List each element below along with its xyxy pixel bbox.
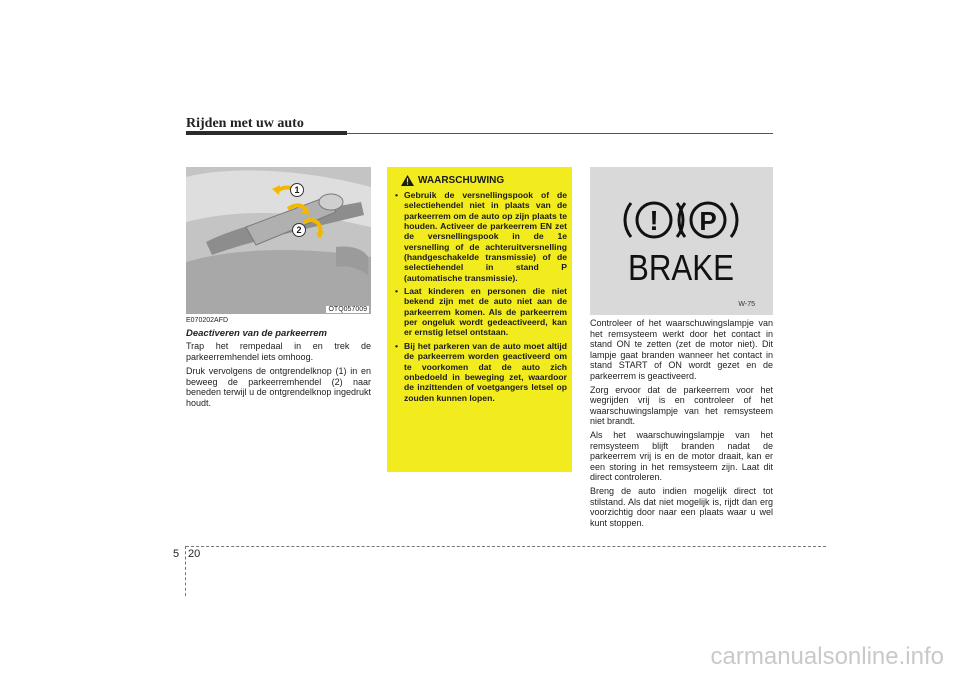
brake-warning-light-figure xyxy=(590,167,773,315)
warning-list xyxy=(393,190,567,403)
warning-item: • Bij het parkeren van de auto moet altijd de parkeerrem worden geactiveerd om te voorkomen dat de auto zich onbedoeld in beweging zet, waardoor de inzittenden of voetgangers letsel op zouden kunnen lopen. xyxy=(393,341,567,403)
warning-box xyxy=(387,167,572,472)
left-paragraph: Trap het rempedaal in en trek de parkeerremhendel iets omhoog. xyxy=(186,341,371,362)
brake-warning-icon xyxy=(590,167,773,315)
right-body-text xyxy=(590,318,773,531)
callout-2-label: 2 xyxy=(296,225,302,235)
photo-figure-label: OTQ057009 xyxy=(328,306,367,313)
warning-item: • Gebruik de versnellingspook of de selectiehendel niet in plaats van de parkeerrem om de auto op zijn plaats te houden. Activeer de parkeerrem EN zet de versnellingspook in de 1e versnelling of de achteruitversnelling (handgeschakelde transmissie) of de selectiehendel in stand P (automatische transmissie). xyxy=(393,190,567,283)
figure-label: W-75 xyxy=(738,301,755,308)
right-paragraph: Breng de auto indien mogelijk direct tot stilstand. Als dat niet mogelijk is, rijdt dan erg voorzichtig door naar een plaats waar u wel kunt stoppen. xyxy=(590,485,773,528)
parking-p-icon: P xyxy=(699,206,717,236)
warning-item: • Laat kinderen en personen die niet bekend zijn met de auto niet aan de parkeerrem komen. Als de parkeerrem per ongeluk wordt gedeactiveerd, kan er ernstig letsel ontstaan. xyxy=(393,286,567,338)
right-paragraph: Zorg ervoor dat de parkeerrem voor het wegrijden vrij is en controleer of het waarschuwingslampje van het remsysteem niet brandt. xyxy=(590,384,773,427)
footer-divider xyxy=(185,546,186,596)
header-rule-thin xyxy=(347,133,773,134)
brake-text: BRAKE xyxy=(628,247,734,288)
exclamation-icon: ! xyxy=(649,205,659,236)
parking-brake-photo xyxy=(186,167,371,314)
warning-header xyxy=(401,175,567,186)
left-body-text xyxy=(186,341,371,413)
chapter-number: 5 xyxy=(173,548,180,560)
page-header-title: Rijden met uw auto xyxy=(186,116,304,131)
left-paragraph: Druk vervolgens de ontgrendelknop (1) in en beweeg de parkeerremhendel (2) naar beneden terwijl u de ontgrendelknop ingedrukt houdt. xyxy=(186,366,371,408)
warning-triangle-icon xyxy=(401,175,414,186)
warning-title: WAARSCHUWING xyxy=(418,175,505,186)
section-code: E070202AFD xyxy=(186,317,229,324)
footer-rule xyxy=(186,546,826,547)
parking-brake-illustration xyxy=(186,167,371,314)
right-paragraph: Controleer of het waarschuwingslampje van het remsysteem werkt door het contact in stand ON te zetten (zet de motor niet). Dit lampje gaat branden wanneer het contact in stand START of ON wordt gezet en de parkeerrem is geactiveerd. xyxy=(590,318,773,381)
right-paragraph: Als het waarschuwingslampje van het remsysteem blijft branden nadat de parkeerrem vrij is en de motor draait, kan er een storing in het remsysteem zijn. Laat dit direct controleren. xyxy=(590,429,773,483)
page-number: 20 xyxy=(188,548,201,560)
section-subtitle: Deactiveren van de parkeerrem xyxy=(186,328,327,339)
watermark: carmanualsonline.info xyxy=(710,643,944,670)
callout-1-label: 1 xyxy=(294,185,300,195)
header-rule-thick xyxy=(186,131,347,135)
